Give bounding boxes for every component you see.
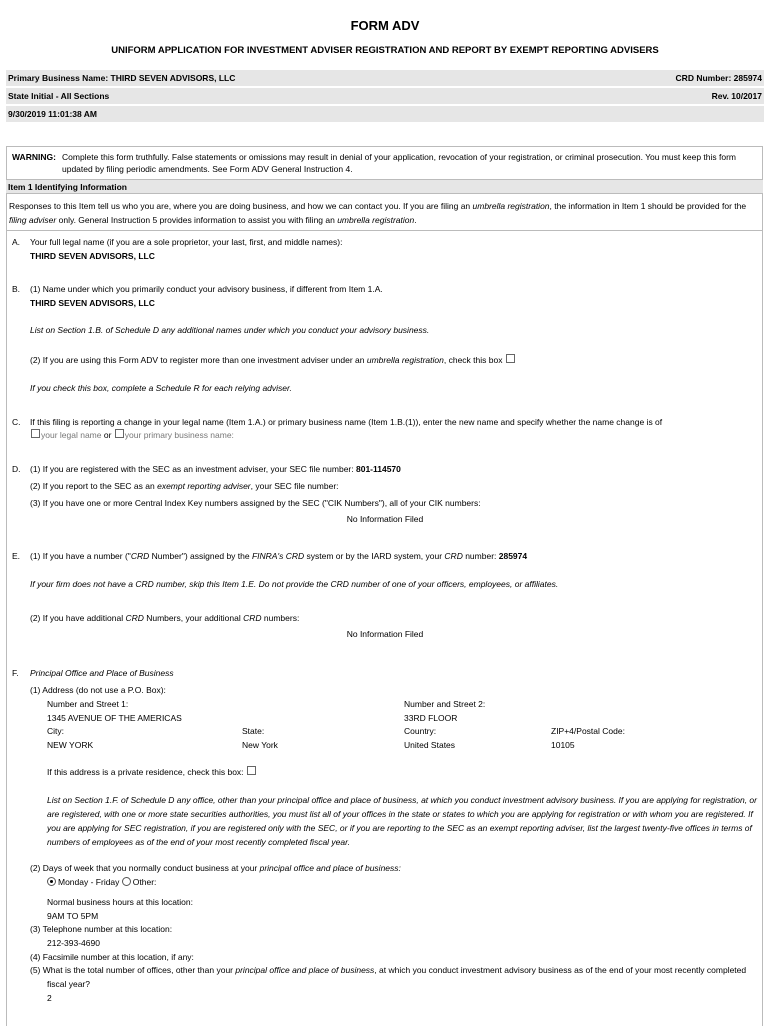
- days-options: [47, 875, 156, 889]
- item-f-note: List on Section 1.F. of Schedule D any office, other than your principal office and place of business, at which you conduct investment advisory business. If you are applying for registration, or are registered, with one or more state securities authorities, you must list all of your offices in the state or states to which you are applying for registration or with whom you are registered. If you are applying for SEC registration, if you are registered only with the SEC, or if you are reporting to the SEC as an exempt reporting adviser, list the largest twenty-five offices in terms of numbers of employees as of the end of your most recently completed fiscal year.: [47, 795, 757, 847]
- additional-crd-no-info: No Information Filed: [346, 629, 424, 639]
- fax-question: (4) Facsimile number at this location, if any:: [30, 952, 194, 962]
- zip-label: ZIP+4/Postal Code:: [551, 726, 625, 736]
- revision: Rev. 10/2017: [711, 91, 762, 101]
- q-text: (5) What is the total number of offices, other than your: [30, 965, 236, 975]
- crd-number: CRD Number: 285974: [675, 73, 762, 83]
- sec-file-number: 801-114570: [355, 464, 401, 474]
- q-text: (1) If you have a number (": [30, 551, 131, 561]
- intro-text: .: [414, 215, 417, 225]
- or-text: or: [103, 430, 112, 440]
- item1-intro: [9, 199, 754, 227]
- q-text: , check this box: [443, 355, 503, 365]
- offices-value: 2: [47, 993, 52, 1003]
- q-term: FINRA's CRD: [251, 551, 305, 561]
- q-text: Numbers, your additional: [143, 613, 244, 623]
- q-text: (2) Days of week that you normally conduct business at your: [30, 863, 260, 873]
- monday-friday-label: Monday - Friday: [58, 877, 120, 887]
- q-text: numbers:: [261, 613, 300, 623]
- warning-text: Complete this form truthfully. False statements or omissions may result in denial of your application, revocation of your registration, or criminal prosecution. You must keep this form updated by filing periodic amendments. See Form ADV General Instruction 4.: [62, 152, 737, 174]
- item1-heading: Item 1 Identifying Information: [6, 179, 763, 194]
- hours-label: Normal business hours at this location:: [47, 897, 193, 907]
- q-term: CRD: [444, 551, 463, 561]
- form-subtitle: UNIFORM APPLICATION FOR INVESTMENT ADVISER REGISTRATION AND REPORT BY EXEMPT REPORTING ADVISERS: [111, 45, 659, 56]
- q-text: Number") assigned by the: [149, 551, 252, 561]
- q-term: exempt reporting adviser: [157, 481, 251, 491]
- city-value: NEW YORK: [47, 740, 94, 750]
- item-b-note1: List on Section 1.B. of Schedule D any additional names under which you conduct your advisory business.: [30, 325, 430, 335]
- q-term: principal office and place of business: [235, 965, 375, 975]
- item-d-q1: [30, 462, 401, 476]
- legal-name-option: your legal name: [41, 430, 102, 440]
- q-text: , at which you conduct investment advisory business as of the end of your most recently completed fiscal year?: [47, 965, 747, 989]
- street1-label: Number and Street 1:: [47, 699, 129, 709]
- city-label: City:: [47, 726, 64, 736]
- intro-text: , the information in Item 1 should be provided for the: [549, 201, 747, 211]
- other-label: Other:: [132, 877, 157, 887]
- state-value: New York: [242, 740, 278, 750]
- header-bar-business: [6, 70, 764, 86]
- item-f-heading: Principal Office and Place of Business: [30, 668, 174, 678]
- legal-name-checkbox[interactable]: [31, 429, 40, 438]
- country-value: United States: [404, 740, 456, 750]
- q-text: system or by the IARD system, your: [304, 551, 445, 561]
- q-term: CRD: [130, 551, 150, 561]
- monday-friday-radio[interactable]: [47, 877, 56, 886]
- private-residence: [47, 765, 257, 779]
- item-c-question: If this filing is reporting a change in your legal name (Item 1.A.) or primary business name (Item 1.B.(1)), enter the new name and specify whether the name change is of: [30, 417, 663, 427]
- intro-term: umbrella registration: [472, 201, 550, 211]
- days-question: [30, 861, 401, 875]
- street2-value: 33RD FLOOR: [404, 713, 458, 723]
- item-a-question: Your full legal name (if you are a sole proprietor, your last, first, and middle names):: [30, 237, 343, 247]
- offices-question: [30, 963, 747, 991]
- q-text: number:: [462, 551, 499, 561]
- telephone-value: 212-393-4690: [47, 938, 100, 948]
- primary-business-name: Primary Business Name: THIRD SEVEN ADVISORS, LLC: [8, 73, 236, 83]
- item-f-label: F.: [12, 668, 19, 678]
- q-text: (1) If you are registered with the SEC as an investment adviser, your SEC file number:: [30, 464, 356, 474]
- item-c-label: C.: [12, 417, 21, 427]
- item-e-q2: [30, 611, 299, 625]
- primary-name-checkbox[interactable]: [115, 429, 124, 438]
- item-e-note: If your firm does not have a CRD number, skip this Item 1.E. Do not provide the CRD number of one of your officers, employees, or affiliates.: [30, 579, 559, 589]
- item-b-note2: If you check this box, complete a Schedule R for each relying adviser.: [30, 383, 292, 393]
- zip-value: 10105: [551, 740, 575, 750]
- divider: [6, 230, 763, 231]
- primary-name-option: your primary business name:: [124, 430, 234, 440]
- intro-term: umbrella registration: [337, 215, 415, 225]
- q-text: (2) If you are using this Form ADV to register more than one investment adviser under an: [30, 355, 367, 365]
- private-residence-text: If this address is a private residence, check this box:: [47, 767, 244, 777]
- private-residence-checkbox[interactable]: [247, 766, 256, 775]
- item-d-label: D.: [12, 464, 21, 474]
- q-term: CRD: [125, 613, 144, 623]
- umbrella-checkbox[interactable]: [506, 354, 515, 363]
- q-text: (2) If you have additional: [30, 613, 126, 623]
- country-label: Country:: [404, 726, 437, 736]
- crd-value: 285974: [498, 551, 528, 561]
- hours-value: 9AM TO 5PM: [47, 911, 99, 921]
- other-radio[interactable]: [122, 877, 131, 886]
- street1-value: 1345 AVENUE OF THE AMERICAS: [47, 713, 182, 723]
- header-bar-state: [6, 88, 764, 104]
- item-d-q3: (3) If you have one or more Central Index Key numbers assigned by the SEC ("CIK Numbers"), all of your CIK numbers:: [30, 498, 481, 508]
- header-bar-timestamp: [6, 106, 764, 122]
- telephone-question: (3) Telephone number at this location:: [30, 924, 173, 934]
- timestamp: 9/30/2019 11:01:38 AM: [8, 109, 97, 119]
- item-e-label: E.: [12, 551, 21, 561]
- state-label: State:: [242, 726, 265, 736]
- item-b-q1: (1) Name under which you primarily conduct your advisory business, if different from Item 1.A.: [30, 284, 383, 294]
- item-a-label: A.: [12, 237, 21, 247]
- intro-text: Responses to this Item tell us who you are, where you are doing business, and how we can contact you. If you are filing an: [9, 201, 473, 211]
- item-d-q2: [30, 479, 339, 493]
- item-c-options: [30, 428, 234, 442]
- q-term: umbrella registration: [366, 355, 444, 365]
- street2-label: Number and Street 2:: [404, 699, 486, 709]
- item-b-label: B.: [12, 284, 21, 294]
- warning-label: WARNING:: [12, 152, 56, 162]
- business-name-value: THIRD SEVEN ADVISORS, LLC: [30, 298, 155, 308]
- form-title: FORM ADV: [350, 18, 420, 33]
- legal-name-value: THIRD SEVEN ADVISORS, LLC: [30, 251, 155, 261]
- q-text: , your SEC file number:: [250, 481, 339, 491]
- q-text: (2) If you report to the SEC as an: [30, 481, 158, 491]
- cik-no-info: No Information Filed: [346, 514, 424, 524]
- item-b-q2: [30, 353, 516, 367]
- q-term: principal office and place of business:: [259, 863, 401, 873]
- intro-term: filing adviser: [9, 215, 57, 225]
- item-e-q1: [30, 549, 527, 563]
- q-term: CRD: [243, 613, 262, 623]
- state-initial: State Initial - All Sections: [8, 91, 110, 101]
- address-question: (1) Address (do not use a P.O. Box):: [30, 685, 166, 695]
- intro-text: only. General Instruction 5 provides information to assist you with filing an: [56, 215, 338, 225]
- warning: [12, 151, 747, 175]
